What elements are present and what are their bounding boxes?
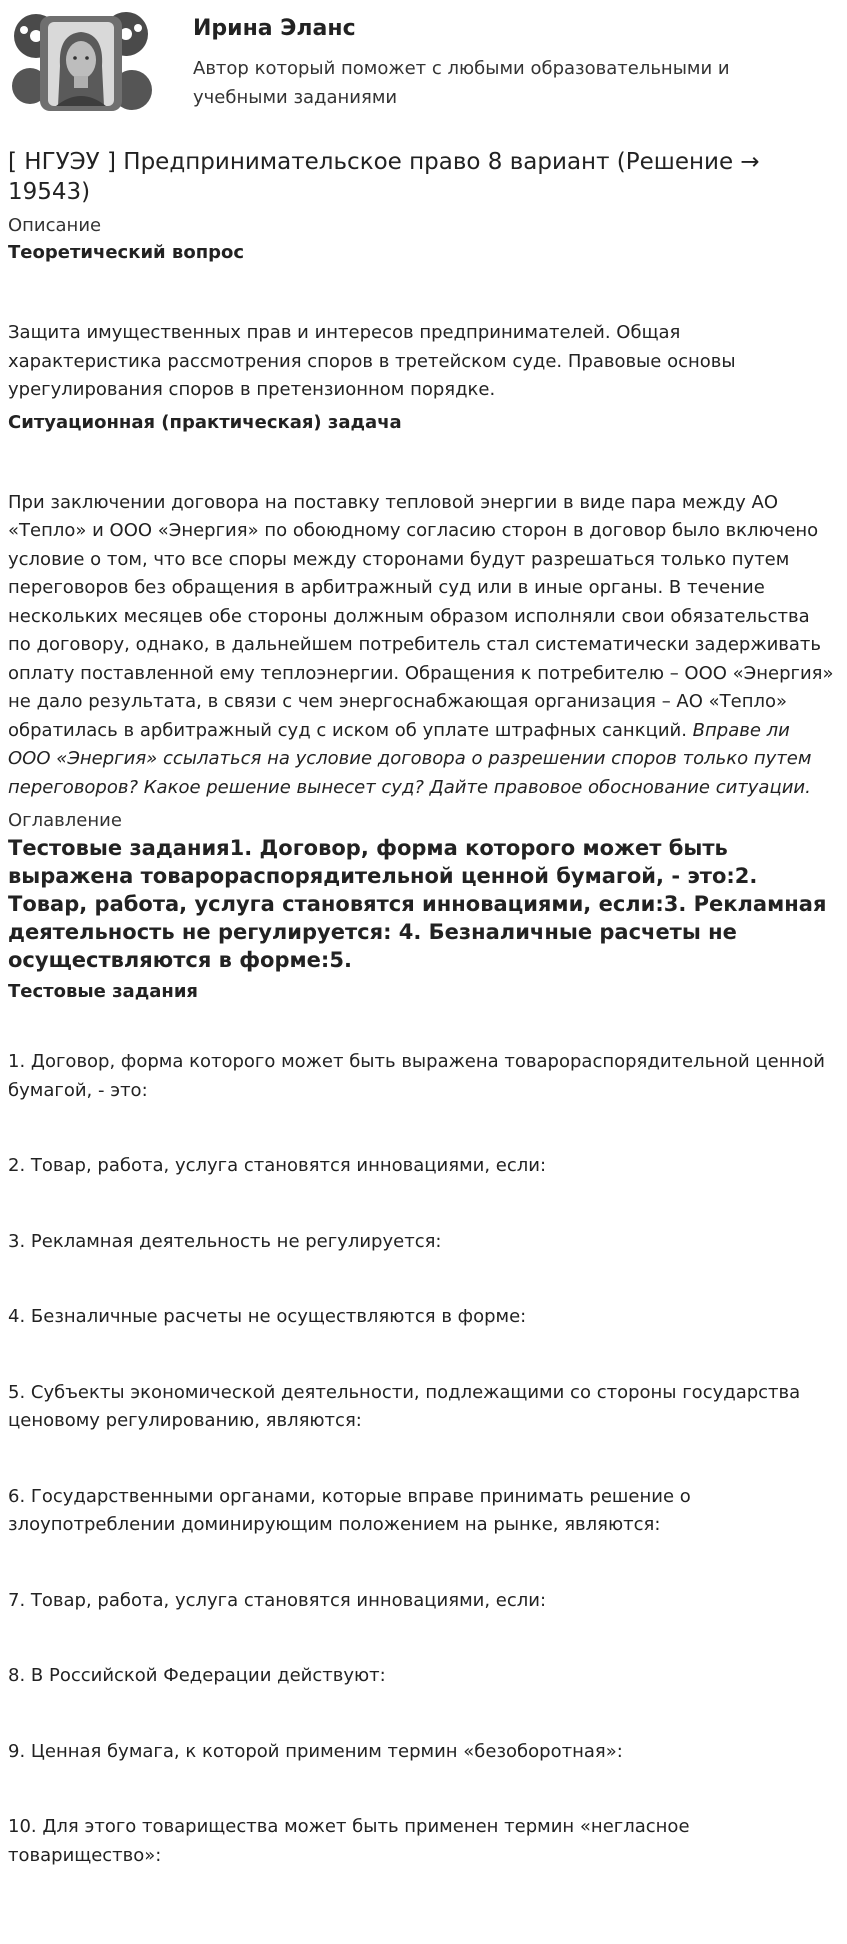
tests-heading: Тестовые задания bbox=[8, 981, 198, 1002]
list-item: 10. Для этого товарищества может быть применен термин «негласное товарищество»: bbox=[8, 1816, 690, 1866]
theory-heading: Теоретический вопрос bbox=[8, 242, 245, 263]
case-body: При заключении договора на поставку тепловой энергии в виде пара между АО «Тепло» и ООО «Энергия» по обоюдному согласию сторон в договор было включено условие о том, что все споры между сторонами будут разрешаться только путем переговоров без обращения в арбитражный суд или в иные органы. В течение нескольких месяцев обе стороны должным образом исполняли свои обязательства по договору, однако, в дальнейшем потребитель стал систематически задерживать оплату поставленной ему теплоэнергии. Обращения к потребителю – ООО «Энергия» не дало результата, в связи с чем энергоснабжающая организация – АО «Тепло» обратилась в арбитражный суд с иском об уплате штрафных санкций. bbox=[8, 491, 834, 741]
page-title: [ НГУЭУ ] Предпринимательское право 8 вариант (Решение → 19543) bbox=[8, 149, 760, 205]
list-item: 1. Договор, форма которого может быть выражена товарораспорядительной ценной бумагой, - это: bbox=[8, 1051, 825, 1101]
list-item: 2. Товар, работа, услуга становятся инновациями, если: bbox=[8, 1155, 547, 1176]
toc-label: Оглавление bbox=[8, 810, 122, 831]
list-item: 4. Безналичные расчеты не осуществляются в форме: bbox=[8, 1306, 527, 1327]
list-item: 3. Рекламная деятельность не регулируется: bbox=[8, 1230, 442, 1252]
case-heading: Ситуационная (практическая) задача bbox=[8, 411, 402, 433]
author-description: Автор который поможет с любыми образовательными и учебными заданиями bbox=[193, 58, 730, 108]
list-item: 5. Субъекты экономической деятельности, подлежащими со стороны государства ценовому регулированию, являются: bbox=[8, 1381, 801, 1431]
list-item: 6. Государственными органами, которые вправе принимать решение о злоупотреблении доминирующим положением на рынке, являются: bbox=[8, 1485, 691, 1535]
author-name[interactable]: Ирина Эланс bbox=[193, 16, 356, 41]
main-content bbox=[8, 147, 838, 1917]
theory-text: Защита имущественных прав и интересов предпринимателей. Общая характеристика рассмотрения споров в третейском суде. Правовые основы урегулирования споров в претензионном порядке. bbox=[8, 322, 736, 400]
avatar-frame-image bbox=[8, 6, 153, 121]
avatar[interactable] bbox=[8, 6, 153, 121]
list-item: 8. В Российской Федерации действуют: bbox=[8, 1665, 386, 1686]
case-text bbox=[8, 489, 838, 803]
author-block bbox=[8, 6, 838, 121]
toc-text: Тестовые задания1. Договор, форма которого может быть выражена товарораспорядительной ценной бумагой, - это:2. Товар, работа, услуга становятся инновациями, если:3. Рекламная деятельность не регулируется: 4. Безналичные расчеты не осуществляются в форме:5. bbox=[8, 836, 827, 972]
list-item: 9. Ценная бумага, к которой применим термин «безоборотная»: bbox=[8, 1740, 623, 1762]
description-label: Описание bbox=[8, 215, 102, 236]
list-item: 7. Товар, работа, услуга становятся инновациями, если: bbox=[8, 1589, 547, 1611]
questions-list bbox=[8, 1048, 838, 1870]
case-question: Вправе ли ООО «Энергия» ссылаться на условие договора о разрешении споров только путем переговоров? Какое решение вынесет суд? Дайте правовое обоснование ситуации. bbox=[8, 719, 812, 798]
